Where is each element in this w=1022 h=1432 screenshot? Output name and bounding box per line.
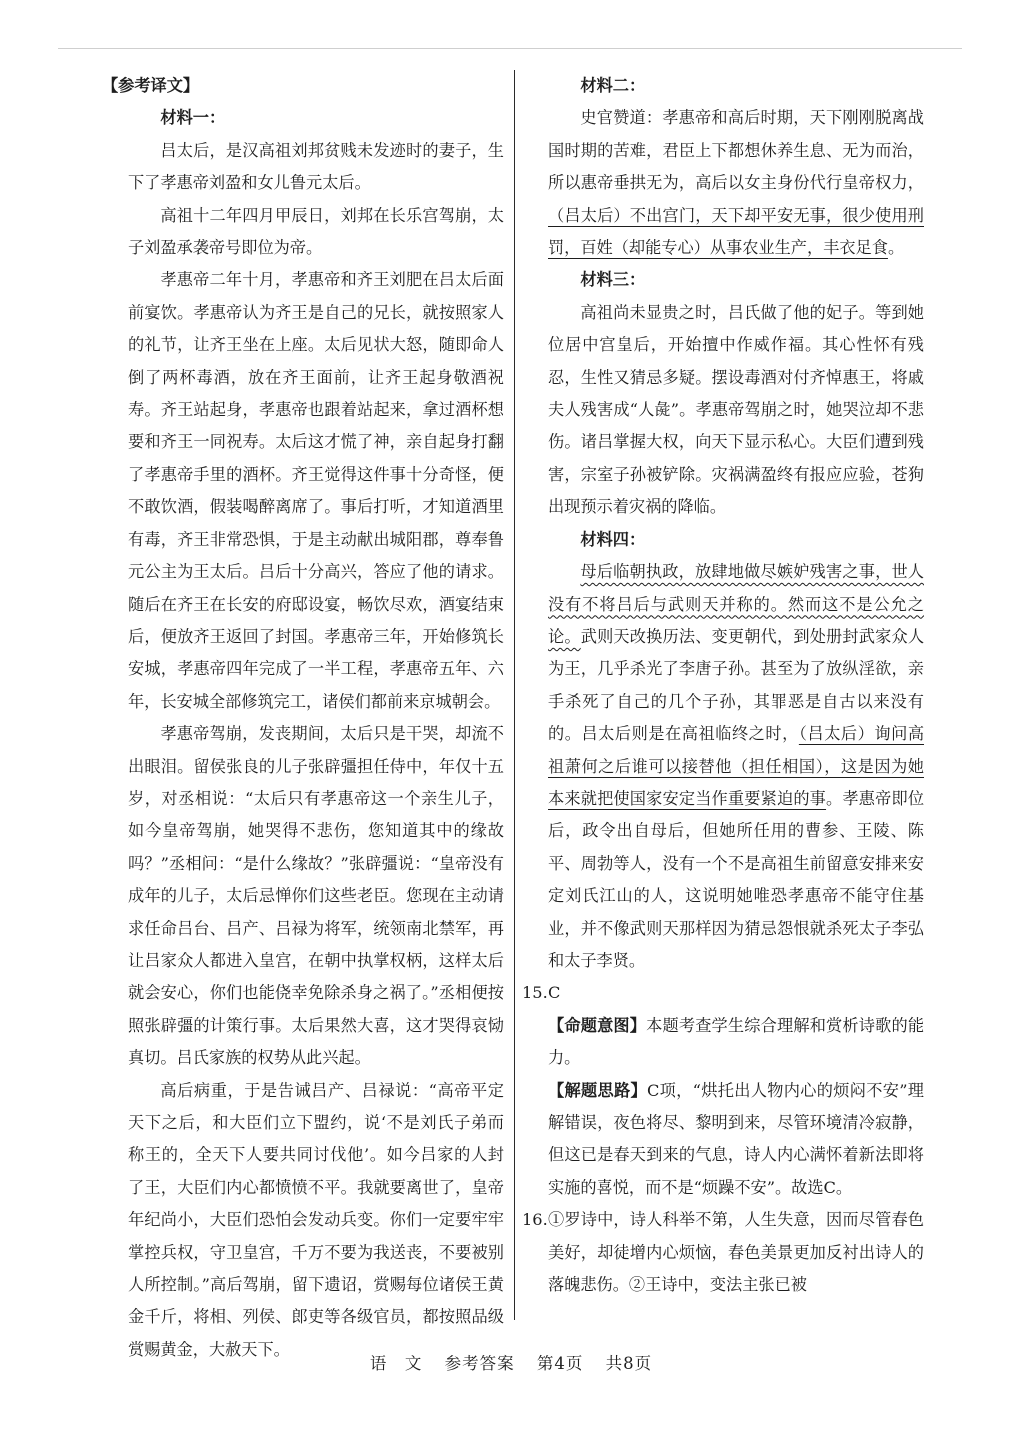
- footer-subject: 语 文: [369, 1354, 423, 1373]
- footer-page-number: 第4页: [536, 1354, 584, 1373]
- intent-tag: 【命题意图】: [548, 1015, 647, 1035]
- idea-text: C项，“烘托出人物内心的烦闷不安”理解错误，夜色将尽、黎明到来，尽管环境清冷寂静，但这已是春天到来的气息，诗人内心满怀着新法即将实施的喜悦，而不是“烦躁不安”。故选C。: [548, 1080, 924, 1197]
- section-heading: 【参考译文】: [102, 76, 200, 95]
- material-four-paragraph: [548, 556, 924, 977]
- question-16-text: ①罗诗中，诗人科举不第，人生失意，因而尽管春色美好，却徒增内心烦恼，春色美景更加反衬出诗人的落魄悲伤。②王诗中，变法主张已被: [548, 1210, 924, 1295]
- question-15-answer: C: [548, 983, 561, 1003]
- intent-text: 本题考查学生综合理解和赏析诗歌的能力。: [548, 1015, 925, 1068]
- left-column: [102, 70, 504, 1366]
- material-two-text: 史官赞道：孝惠帝和高后时期，天下刚刚脱离战国时期的苦难，君臣上下都想休养生息、无为而治，所以惠帝垂拱无为，高后以女主身份代行皇帝权力，: [548, 108, 924, 193]
- question-15-idea: [548, 1075, 924, 1205]
- material-one-paragraph-2: 高祖十二年四月甲辰日，刘邦在长乐宫驾崩，太子刘盈承袭帝号即位为帝。: [128, 205, 504, 258]
- material-four-text: 武则天改换历法、变更朝代，到处册封武家众人为王，几乎杀光了李唐子孙。甚至为了放纵淫欲，亲手杀死了自己的几个子孙，其罪恶是自古以来没有的。吕太后则是在高祖临终之时，: [548, 626, 925, 744]
- material-one-title: 材料一：: [160, 108, 226, 128]
- material-one-paragraph-5: 高后病重，于是告诫吕产、吕禄说：“高帝平定天下之后，和大臣们立下盟约，说‘不是刘氏子弟而称王的，全天下人要共同讨伐他’。如今吕家的人封了王，大臣们内心都愤愤不平。我就要离世了，皇帝年纪尚小，大臣们恐怕会发动兵变。你们一定要牢牢掌控兵权，守卫皇宫，千万不要为我送丧，不要被别人所控制。”高后驾崩，留下遗诏，赏赐每位诸侯王黄金千斤，将相、列侯、郎吏等各级官员，都按照品级赏赐黄金，大赦天下。: [128, 1080, 504, 1359]
- question-15-number: 15.: [522, 983, 548, 1003]
- material-three-title: 材料三：: [580, 270, 646, 290]
- material-two-title: 材料二：: [580, 76, 646, 95]
- footer-doc-title: 参考答案: [444, 1354, 515, 1373]
- material-two-underlined-sentence: （吕太后）不出宫门，天下却平安无事，很少使用刑罚，百姓（却能专心）从事农业生产，丰衣足食: [548, 205, 924, 258]
- question-15-intent: [548, 1010, 924, 1075]
- question-15: [522, 977, 924, 1009]
- material-two-end: 。: [887, 238, 905, 258]
- material-two-paragraph: [548, 102, 924, 264]
- idea-tag: 【解题思路】: [548, 1080, 647, 1100]
- question-16-number: 16.: [522, 1210, 548, 1230]
- column-divider: [514, 70, 515, 1320]
- material-one-paragraph-4: 孝惠帝驾崩，发丧期间，太后只是干哭，却流不出眼泪。留侯张良的儿子张辟彊担任侍中，年仅十五岁，对丞相说：“太后只有孝惠帝这一个亲生儿子，如今皇帝驾崩，她哭得不悲伤，您知道其中的缘故吗？”丞相问：“是什么缘故？”张辟彊说：“皇帝没有成年的儿子，太后忌惮你们这些老臣。您现在主动请求任命吕台、吕产、吕禄为将军，统领南北禁军，再让吕家众人都进入皇宫，在朝中执掌权柄，这样太后就会安心，你们也能侥幸免除杀身之祸了。”丞相便按照张辟彊的计策行事。太后果然大喜，这才哭得哀恸真切。吕氏家族的权势从此兴起。: [128, 724, 504, 1068]
- page-footer: [0, 1350, 1022, 1374]
- top-rule: [58, 48, 962, 49]
- material-four-text-end: 。孝惠帝即位后，政令出自母后，但她所任用的曹参、王陵、陈平、周勃等人，没有一个不是高祖生前留意安排来安定刘氏江山的人，这说明她唯恐孝惠帝不能守住基业，并不像武则天那样因为猜忌怨恨就杀死太子李弘和太子李贤。: [548, 788, 925, 970]
- material-one-paragraph-1: 吕太后，是汉高祖刘邦贫贱未发迹时的妻子，生下了孝惠帝刘盈和女儿鲁元太后。: [128, 140, 504, 193]
- material-four-wavy-sentence: 母后临朝执政，放肆地做尽嫉妒残害之事，世人没有不将吕后与武则天并称的。然而这不是公允之论。: [548, 562, 924, 646]
- question-16: [522, 1204, 924, 1301]
- right-column: [522, 70, 925, 1301]
- material-one-paragraph-3: 孝惠帝二年十月，孝惠帝和齐王刘肥在吕太后面前宴饮。孝惠帝认为齐王是自己的兄长，就按照家人的礼节，让齐王坐在上座。太后见状大怒，随即命人倒了两杯毒酒，放在齐王面前，让齐王起身敬酒祝寿。齐王站起身，孝惠帝也跟着站起来，拿过酒杯想要和齐王一同祝寿。太后这才慌了神，亲自起身打翻了孝惠帝手里的酒杯。齐王觉得这件事十分奇怪，便不敢饮酒，假装喝醉离席了。事后打听，才知道酒里有毒，齐王非常恐惧，于是主动献出城阳郡，尊奉鲁元公主为王太后。吕后十分高兴，答应了他的请求。随后在齐王在长安的府邸设宴，畅饮尽欢，酒宴结束后，便放齐王返回了封国。孝惠帝三年，开始修筑长安城，孝惠帝四年完成了一半工程，孝惠帝五年、六年，长安城全部修筑完工，诸侯们都前来京城朝会。: [128, 270, 504, 711]
- material-four-title: 材料四：: [580, 529, 646, 549]
- footer-total-pages: 共8页: [605, 1354, 653, 1373]
- material-four-underlined-sentence: （吕太后）询问高祖萧何之后谁可以接替他（担任相国），这是因为她本来就把使国家安定当作重要紧迫的事: [548, 724, 925, 808]
- material-three-paragraph: 高祖尚未显贵之时，吕氏做了他的妃子。等到她位居中宫皇后，开始擅中作威作福。其心性怀有残忍，生性又猜忌多疑。摆设毒酒对付齐悼惠王，将戚夫人残害成“人彘”。孝惠帝驾崩之时，她哭泣却不悲伤。诸吕掌握大权，向天下显示私心。大臣们遭到残害，宗室子孙被铲除。灾祸满盈终有报应应验，苍狗出现预示着灾祸的降临。: [548, 302, 924, 517]
